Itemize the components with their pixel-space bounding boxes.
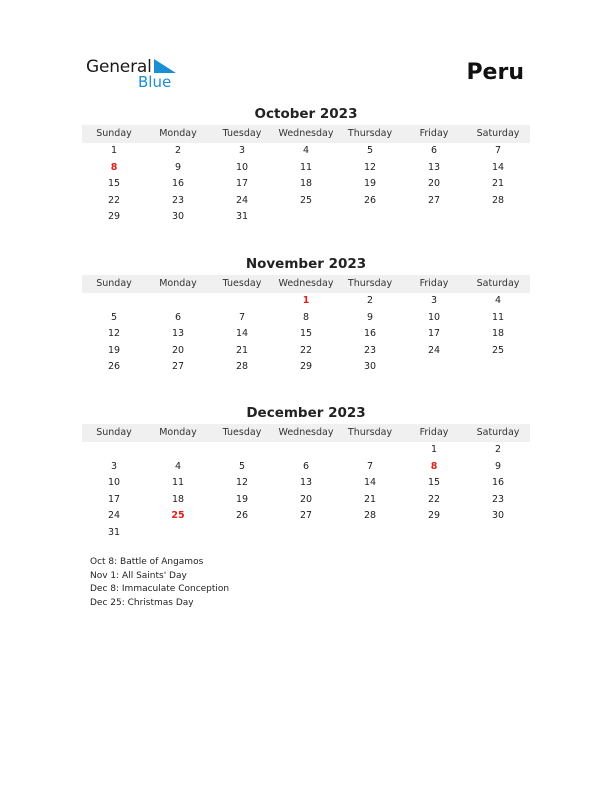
month-grid bbox=[82, 275, 530, 376]
month-title: October 2023 bbox=[254, 106, 358, 122]
day-cell: 2 bbox=[174, 145, 182, 156]
day-cell: 18 bbox=[171, 493, 185, 505]
day-cell: 21 bbox=[235, 344, 249, 356]
day-cell: 18 bbox=[299, 178, 313, 189]
weekday-header: Monday bbox=[146, 125, 210, 143]
day-cell: 2 bbox=[366, 295, 374, 306]
weekday-header: Friday bbox=[402, 424, 466, 442]
day-cell: 12 bbox=[235, 477, 249, 488]
day-cell: 11 bbox=[491, 311, 505, 323]
day-cell: 20 bbox=[299, 493, 313, 505]
day-cell: 10 bbox=[427, 311, 441, 323]
empty-day-cell bbox=[146, 442, 210, 459]
weekday-header: Sunday bbox=[82, 275, 146, 293]
empty-day-cell bbox=[466, 209, 530, 226]
month-grid bbox=[82, 125, 530, 242]
empty-day-cell bbox=[402, 525, 466, 542]
weekday-header: Saturday bbox=[466, 275, 530, 293]
empty-day-cell bbox=[402, 359, 466, 376]
empty-day-cell bbox=[274, 525, 338, 542]
empty-day-cell bbox=[338, 525, 402, 542]
weekday-header: Saturday bbox=[466, 125, 530, 143]
day-cell: 26 bbox=[107, 361, 121, 372]
day-cell: 5 bbox=[238, 460, 246, 472]
day-cell: 9 bbox=[494, 460, 502, 472]
day-cell: 20 bbox=[171, 344, 185, 356]
month-title: November 2023 bbox=[245, 256, 367, 272]
day-cell: 24 bbox=[235, 194, 249, 206]
empty-day-cell bbox=[402, 209, 466, 226]
month-title: December 2023 bbox=[246, 405, 366, 421]
holiday-note: Dec 25: Christmas Day bbox=[90, 597, 194, 608]
day-cell: 27 bbox=[299, 510, 313, 521]
day-cell: 3 bbox=[110, 460, 118, 472]
day-cell: 22 bbox=[427, 493, 441, 505]
empty-day-cell bbox=[146, 525, 210, 542]
day-cell: 15 bbox=[299, 328, 313, 339]
day-cell: 25 bbox=[491, 344, 505, 356]
day-cell: 12 bbox=[363, 161, 377, 173]
month-grid bbox=[82, 424, 530, 541]
day-cell: 6 bbox=[302, 460, 310, 472]
empty-day-cell bbox=[82, 226, 146, 243]
day-cell: 13 bbox=[171, 328, 185, 339]
day-cell: 1 bbox=[110, 145, 118, 156]
holiday-note: Oct 8: Battle of Angamos bbox=[90, 557, 204, 567]
day-cell: 23 bbox=[171, 194, 185, 206]
day-cell: 13 bbox=[299, 477, 313, 488]
day-cell: 5 bbox=[366, 145, 374, 156]
weekday-header: Thursday bbox=[338, 424, 402, 442]
day-cell: 10 bbox=[107, 477, 121, 488]
day-cell: 6 bbox=[174, 311, 182, 323]
day-cell: 14 bbox=[363, 477, 377, 488]
day-cell: 4 bbox=[494, 295, 502, 306]
empty-day-cell bbox=[338, 442, 402, 459]
day-cell: 29 bbox=[299, 361, 313, 372]
day-cell: 28 bbox=[363, 510, 377, 521]
day-cell: 22 bbox=[299, 344, 313, 356]
day-cell: 9 bbox=[366, 311, 374, 323]
day-cell: 25 bbox=[171, 510, 185, 521]
empty-day-cell bbox=[466, 525, 530, 542]
day-cell: 5 bbox=[110, 311, 118, 323]
month-october bbox=[82, 106, 530, 242]
holiday-note: Dec 8: Immaculate Conception bbox=[90, 584, 230, 594]
country-title: Peru bbox=[466, 60, 524, 85]
weekday-header: Wednesday bbox=[274, 125, 338, 143]
day-cell: 30 bbox=[171, 211, 185, 222]
flag-icon bbox=[154, 59, 176, 73]
day-cell: 8 bbox=[430, 460, 438, 472]
day-cell: 23 bbox=[491, 493, 505, 505]
day-cell: 26 bbox=[235, 510, 249, 521]
weekday-header: Friday bbox=[402, 275, 466, 293]
holiday-note: Nov 1: All Saints' Day bbox=[90, 570, 187, 581]
day-cell: 30 bbox=[491, 510, 505, 521]
empty-day-cell bbox=[210, 442, 274, 459]
empty-day-cell bbox=[82, 293, 146, 310]
weekday-header: Tuesday bbox=[210, 275, 274, 293]
day-cell: 19 bbox=[363, 178, 377, 189]
day-cell: 1 bbox=[302, 295, 310, 306]
day-cell: 28 bbox=[235, 361, 249, 372]
day-cell: 8 bbox=[110, 161, 118, 173]
day-cell: 27 bbox=[171, 361, 185, 372]
day-cell: 29 bbox=[427, 510, 441, 521]
day-cell: 16 bbox=[171, 178, 185, 189]
day-cell: 24 bbox=[107, 510, 121, 521]
weekday-header: Sunday bbox=[82, 125, 146, 143]
weekday-header: Tuesday bbox=[210, 125, 274, 143]
day-cell: 6 bbox=[430, 145, 438, 156]
empty-day-cell bbox=[274, 442, 338, 459]
weekday-header: Sunday bbox=[82, 424, 146, 442]
empty-day-cell bbox=[210, 293, 274, 310]
day-cell: 7 bbox=[366, 460, 374, 472]
day-cell: 16 bbox=[363, 328, 377, 339]
day-cell: 16 bbox=[491, 477, 505, 488]
weekday-header: Wednesday bbox=[274, 424, 338, 442]
day-cell: 3 bbox=[238, 145, 246, 156]
day-cell: 15 bbox=[427, 477, 441, 488]
weekday-header: Thursday bbox=[338, 125, 402, 143]
day-cell: 7 bbox=[238, 311, 246, 323]
day-cell: 8 bbox=[302, 311, 310, 323]
weekday-header: Saturday bbox=[466, 424, 530, 442]
day-cell: 23 bbox=[363, 344, 377, 356]
day-cell: 14 bbox=[491, 161, 505, 173]
day-cell: 11 bbox=[171, 477, 185, 488]
day-cell: 31 bbox=[107, 526, 121, 538]
day-cell: 7 bbox=[494, 145, 502, 156]
day-cell: 1 bbox=[430, 444, 438, 455]
weekday-header: Wednesday bbox=[274, 275, 338, 293]
empty-day-cell bbox=[146, 226, 210, 243]
day-cell: 28 bbox=[491, 194, 505, 206]
day-cell: 13 bbox=[427, 161, 441, 173]
day-cell: 17 bbox=[107, 493, 121, 505]
day-cell: 18 bbox=[491, 328, 505, 339]
day-cell: 20 bbox=[427, 178, 441, 189]
month-december bbox=[82, 405, 530, 541]
empty-day-cell bbox=[274, 209, 338, 226]
day-cell: 31 bbox=[235, 211, 249, 222]
day-cell: 17 bbox=[235, 178, 249, 189]
empty-day-cell bbox=[82, 442, 146, 459]
day-cell: 19 bbox=[235, 493, 249, 505]
weekday-header: Thursday bbox=[338, 275, 402, 293]
weekday-header: Monday bbox=[146, 275, 210, 293]
day-cell: 12 bbox=[107, 328, 121, 339]
day-cell: 21 bbox=[363, 493, 377, 505]
weekday-header: Tuesday bbox=[210, 424, 274, 442]
day-cell: 22 bbox=[107, 194, 121, 206]
day-cell: 17 bbox=[427, 328, 441, 339]
empty-day-cell bbox=[338, 209, 402, 226]
logo bbox=[86, 54, 186, 94]
weekday-header: Monday bbox=[146, 424, 210, 442]
day-cell: 21 bbox=[491, 178, 505, 189]
day-cell: 3 bbox=[430, 295, 438, 306]
day-cell: 25 bbox=[299, 194, 313, 206]
day-cell: 27 bbox=[427, 194, 441, 206]
day-cell: 24 bbox=[427, 344, 441, 356]
day-cell: 10 bbox=[235, 161, 249, 173]
day-cell: 2 bbox=[494, 444, 502, 455]
logo-general-text: General bbox=[86, 57, 152, 77]
day-cell: 4 bbox=[302, 145, 310, 156]
day-cell: 15 bbox=[107, 178, 121, 189]
day-cell: 26 bbox=[363, 194, 377, 206]
day-cell: 19 bbox=[107, 344, 121, 356]
empty-day-cell bbox=[210, 525, 274, 542]
day-cell: 29 bbox=[107, 211, 121, 222]
day-cell: 9 bbox=[174, 161, 182, 173]
day-cell: 4 bbox=[174, 460, 182, 472]
day-cell: 11 bbox=[299, 161, 313, 173]
weekday-header: Friday bbox=[402, 125, 466, 143]
holiday-notes bbox=[90, 556, 229, 610]
empty-day-cell bbox=[146, 293, 210, 310]
empty-day-cell bbox=[466, 359, 530, 376]
logo-blue-text: Blue bbox=[138, 73, 172, 91]
day-cell: 30 bbox=[363, 361, 377, 372]
month-november bbox=[82, 256, 530, 376]
day-cell: 14 bbox=[235, 328, 249, 339]
